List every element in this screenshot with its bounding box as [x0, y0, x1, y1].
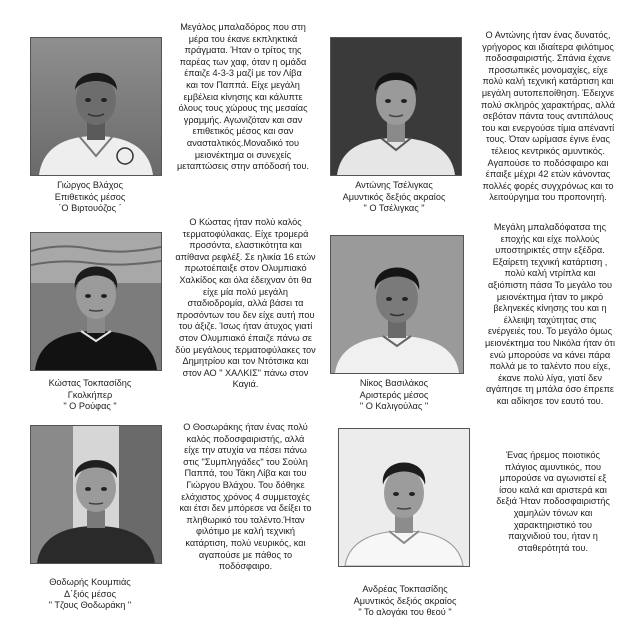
player-bio-3: Ο Κώστας ήταν πολύ καλός τερματοφύλακας. Είχε τρομερά προσόντα, ελαστικότητα και απίθανα ρεφλέξ. Σε ηλικία 16 ετών πρωτοέπαιξε στον Ολυμπιακό Χαλκίδος και όλα έδειχναν ότι θα είχε μία πολύ μεγάλη σταδιοδρομία, αλλά βάσει τα προσόντων του δεν είχε αυτή που του άξιζε. Ίσως ήταν άτυχος γιατί στον Ολυμπιακό έπαιζε πάνω σε δύο μεγάλους τερματοφύλακες τον Δημητρίου και τον Ντότσικα και στον ΑΟ " ΧΑΛΚΙΣ" πάνω στον Καγιά.: [175, 217, 316, 390]
portrait-6: [339, 429, 469, 566]
player-nickname: " Τζους Θοδωράκη ": [48, 600, 132, 611]
player-nickname: " Το αλογάκι του θεού ": [358, 607, 452, 618]
player-photo-2: [330, 37, 462, 176]
player-nickname: " Ο Τσέλιγκας ": [363, 203, 425, 214]
player-position: Επιθετικός μέσος: [54, 191, 126, 202]
portrait-2: [331, 38, 461, 175]
player-position: Δ΄ξιός μέσος: [63, 588, 117, 599]
player-nickname: ΄Ο Βιρτουόζος ΄: [58, 203, 122, 214]
player-caption-3: [30, 378, 150, 413]
player-caption-5: [30, 577, 150, 612]
player-position: Αμυντικός δεξιός ακραίος: [353, 595, 457, 606]
portrait-3: [31, 233, 161, 370]
player-name: Αντώνης Τσέλιγκας: [355, 180, 433, 190]
player-name: Νίκος Βασιλάκος: [359, 378, 429, 388]
player-name: Ανδρέας Τοκπασίδης: [362, 584, 448, 594]
player-photo-3: [30, 232, 162, 371]
player-name: Γιώργος Βλάχος: [57, 180, 123, 190]
player-nickname: " Ο Ρούφας ": [63, 401, 117, 412]
player-caption-1: [30, 180, 150, 215]
player-bio-2: Ο Αντώνης ήταν ένας δυνατός, γρήγορος και ιδιαίτερα φιλότιμος ποδοσφαιριστής. Σπάνια έχανε προσωπικές μονομαχίες, είχε πολύ καλή τεχνική κατάρτιση και μεγάλη αυτοπεποίθηση. Έδειχνε πολύ σκληρός χαρακτήρας, αλλά σεβόταν πάντα τους αντιπάλους του και ενεργούσε τίμια απέναντί τους. Όταν ωρίμασε έγινε ένας τέλειος κεντρικός αμυντικός. Αγαπούσε το ποδόσφαιρο και έπαιξε μέχρι 42 ετών κάνοντας πολλές φορές συγχρόνως και το λειτούργημα του προπονητή.: [481, 30, 615, 203]
portrait-1: [31, 38, 161, 175]
portrait-5: [31, 426, 161, 563]
player-name: Θοδωρής Κουμπιάς: [49, 577, 131, 587]
player-position: Γκολκήπερ: [67, 389, 113, 400]
player-caption-6: [336, 584, 474, 619]
player-bio-4: Μεγάλη μπαλαδόφατσα της εποχής και είχε πολλούς υποστηρικτές στην εξέδρα. Εξαίρετη τεχνική κατάρτιση , πολύ καλή ντρίπλα και αξιόπιστη πάσα Το μεγάλο του μειονέκτημα ήταν το μικρό βεληνεκές κίνησης του και η έλλειψη ταχύτητας στις ενέργειές του. Το μεγάλο όμως μειονέκτημα του Νικόλα ήταν ότι ενώ μπορούσε να κάνει πάρα πολλά με το ταλέντο που είχε, έκανε πολύ λίγα, γιατί δεν αγάπησε τη μπάλα όσο έπρεπε και αδίκησε τον εαυτό του.: [484, 222, 616, 406]
player-name: Κώστας Τοκπασίδης: [48, 378, 132, 388]
player-photo-4: [330, 235, 464, 374]
player-photo-1: [30, 37, 162, 176]
player-position: Αμυντικός δεξιός ακραίος: [342, 191, 446, 202]
player-position: Αριστερός μέσος: [359, 389, 429, 400]
portrait-4: [331, 236, 463, 373]
player-caption-2: [330, 180, 458, 215]
player-bio-5: Ο Θοσωράκης ήταν ένας πολύ καλός ποδοσφαιριστής, αλλά είχε την ατυχία να πέσει πάνω στις "Συμπληγάδες" του Σούλη Παππά, του Τάκη Λίβα και του Γιώργου Βλάχου. Του δόθηκε ελάχιστος χρόνος 4 συμμετοχές και έτσι δεν μπόρεσε να δείξει το πληθωρικό του ταλέντο.Ήταν φιλότιμο με καλή τεχνική κατάρτιση, πολύ νευρικός, και αγαπούσε με πάθος το ποδόσφαιρο.: [179, 422, 312, 572]
player-photo-6: [338, 428, 470, 567]
player-photo-5: [30, 425, 162, 564]
player-nickname: " Ο Καλιγούλας ": [359, 401, 429, 412]
player-bio-1: Μεγάλος μπαλαδόρος που στη μέρα του έκανε εκπληκτικά πράγματα. Ήταν ο τρίτος της παρέας των χαφ, όταν η ομάδα έπαιζε 4-3-3 μαζί με τον Λίβα και τον Παππά. Είχε μεγάλη εμβέλεια κίνησης και κάλυπτε όλους τους χώρους της μεσαίας γραμμής. Αγωνιζόταν και σαν επιθετικός μέσος και σαν ανασταλτικός.Μοναδικό του μειονέκτημα οι συνεχείς μεταπτώσεις στην απόδοσή του.: [176, 22, 310, 172]
player-bio-6: Ένας ήρεμος ποιοτικός πλάγιος αμυντικός, που μπορούσε να αγωνιστεί εξ ίσου καλά και αριστερά και δεξιά Ήταν ποδοσφαιριστής χαμηλών τόνων και χαρακτηριστικό του παιχνιδιού του, ήταν η σταθερότητά του.: [496, 450, 610, 553]
player-caption-4: [330, 378, 458, 413]
